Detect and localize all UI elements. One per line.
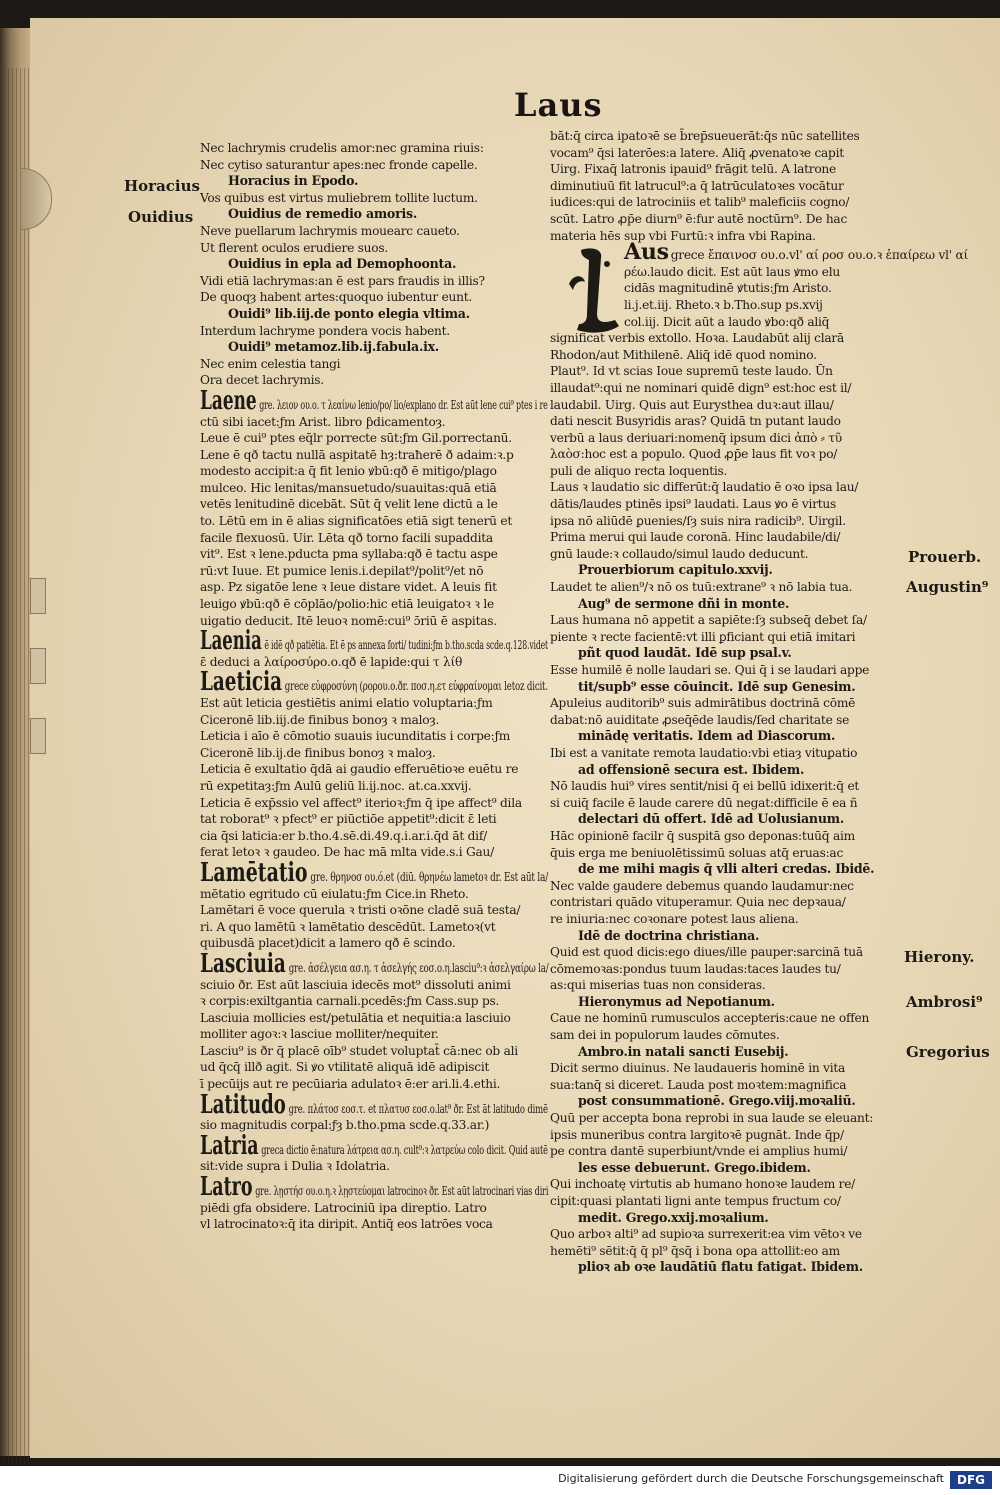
line-text: verbū a laus deriuari:nomenq̄ ipsum dici ἀπὸ ⸗ τῦ bbox=[550, 430, 842, 445]
line-text: grece ἔπαινοσ ου.ο.vl' αί ροσ ου.ο.ꝛ ἐπαίρεω vl' αί bbox=[670, 248, 968, 263]
text-line bbox=[200, 745, 550, 762]
text-line bbox=[200, 530, 550, 547]
text-line bbox=[200, 356, 550, 373]
lemma-headword: Laenia bbox=[200, 626, 262, 657]
footer-credit: Digitalisierung gefördert durch die Deutsche Forschungsgemeinschaft bbox=[558, 1472, 944, 1485]
page-edge-lines bbox=[4, 68, 30, 1468]
line-text: leuigo ꝟbū:qð ē cōplāo/polio:hic etiā leuigatoꝛ ꝛ le bbox=[200, 597, 494, 612]
line-text: gre. λῃστήσ ου.ο.η.ꝛ λῃστεύομαι latrocinoꝛ ðr. Est aūt latrocinari vias diri bbox=[255, 1184, 549, 1199]
line-text: sit:vide supra i Dulia ꝛ Idolatria. bbox=[200, 1159, 390, 1174]
text-line bbox=[550, 878, 906, 895]
text-line bbox=[550, 397, 906, 414]
line-text: as:qui miserias tuas non consideras. bbox=[550, 978, 766, 993]
line-text: λαὸσ:hoc est a populo. Quod ꝓp̄e laus fit voꝛ po/ bbox=[550, 447, 838, 462]
section-heading bbox=[550, 562, 906, 579]
line-text: Leticia ē exultatio q̄dā ai gaudio efferuētioꝛe euētu re bbox=[200, 762, 519, 777]
text-line bbox=[550, 145, 906, 162]
section-heading bbox=[550, 728, 906, 745]
line-text: Ouidius de remedio amoris. bbox=[228, 206, 417, 222]
line-text: gre. ἀσέλγεια ασ.η. τ ἀσελγής εοσ.ο.η.lasciu⁹:ꝛ ἀσελγαίρω la/ bbox=[288, 960, 549, 975]
index-tab bbox=[30, 648, 46, 684]
section-heading bbox=[200, 339, 550, 356]
line-text: Ouidi⁹ lib.iij.de ponto elegia vltima. bbox=[228, 305, 470, 321]
line-text: Leue ē cui⁹ ptes eq̄lr porrecte sūt:ƒm Gil.porrectanū. bbox=[200, 431, 512, 446]
text-line bbox=[550, 1193, 906, 1210]
text-line bbox=[550, 211, 906, 228]
line-text: cipit:quasi plantati ligni ante tempus fructum co/ bbox=[550, 1194, 841, 1208]
text-line bbox=[200, 447, 550, 464]
line-text: Leticia i aīo ē cōmotio suauis iucunditatis i corpe:ƒm bbox=[200, 729, 511, 744]
text-line bbox=[550, 1110, 906, 1127]
text-line bbox=[200, 828, 550, 845]
line-text: Lamētari ē voce querula ꝛ tristi oꝛōne cladē suā testa/ bbox=[200, 903, 521, 918]
line-text: medit. Grego.xxij.moꝛalium. bbox=[578, 1209, 769, 1225]
text-line bbox=[200, 778, 550, 795]
line-text: facile flexuosū. Uir. Lēta qð torno facili supaddita bbox=[200, 530, 493, 545]
text-line bbox=[200, 240, 550, 257]
text-line bbox=[200, 857, 549, 888]
line-text: post consummationē. Grego.viij.moꝛaliū. bbox=[578, 1093, 856, 1109]
line-text: molliter agoꝛ:ꝛ lasciue molliter/nequiter. bbox=[200, 1027, 439, 1042]
line-text: Nec lachrymis crudelis amor:nec gramina riuis: bbox=[200, 141, 484, 155]
line-text: Laus ꝛ laudatio sic differūt:q̄ laudatio ē oꝛo ipsa lau/ bbox=[550, 480, 859, 495]
line-text: asp. Pz sigatōe lene ꝛ leue distare videt. A leuis fit bbox=[200, 580, 497, 595]
text-line bbox=[200, 289, 550, 306]
text-line bbox=[550, 347, 906, 364]
line-text: diminutiuū fit latrucul⁹:a q̄ latrūculatoꝛes vocātur bbox=[550, 178, 844, 193]
line-text: minādę veritatis. Idem ad Diascorum. bbox=[578, 728, 836, 744]
text-line bbox=[550, 695, 906, 712]
line-text: ɛ̄ deduci a λαίροσύρο.ο.qð ē lapide:qui τ λίθ bbox=[200, 654, 463, 669]
lemma-headword: Laeticia bbox=[200, 667, 282, 698]
line-text: gnū laude:ꝛ collaudo/simul laudo deducunt. bbox=[550, 546, 809, 561]
section-heading bbox=[550, 928, 906, 945]
line-text: Esse humilē ē nolle laudari se. Qui q̄ i se laudari appe bbox=[550, 663, 870, 677]
line-text: gre. λειον ου.ο. τ λεαίνω lenio/po/ lio/explano dr. Est aūt lene cui⁹ ptes i re bbox=[259, 397, 548, 412]
text-line bbox=[550, 413, 906, 430]
text-line bbox=[200, 993, 550, 1010]
text-line bbox=[200, 323, 550, 340]
lemma-headword: Aus bbox=[624, 239, 669, 266]
line-text: ipsa nō aliūdē ꝑuenies/ſȝ suis nira radicib⁹. Uirgil. bbox=[550, 513, 846, 528]
line-text: illaudat⁹:qui ne nominari quidē dign⁹ est:hoc est il/ bbox=[550, 380, 852, 395]
line-text: cia q̄si laticia:er b.tho.4.sē.di.49.q.i.ar.i.q̄d āt dif/ bbox=[200, 828, 487, 843]
line-text: rū expetitaȝ:ƒm Aulū geliū li.ij.noc. at.ca.xxvij. bbox=[200, 778, 472, 793]
line-text: Lene ē qð tactu nullā aspitatē hȝ:traħerē ð adaim:ꝛ.p bbox=[200, 447, 514, 462]
text-line bbox=[200, 948, 549, 979]
line-text: De quoqȝ habent artes:quoquo iubentur eunt. bbox=[200, 290, 473, 305]
line-text: de me mihi magis q̄ vlli alteri credas. Ibidē. bbox=[578, 861, 875, 877]
line-text: vit⁹. Est ꝛ lene.pducta pma syllaba:qð ē tactu aspe bbox=[200, 547, 498, 562]
section-heading bbox=[200, 206, 550, 223]
text-line bbox=[200, 563, 550, 580]
text-line bbox=[624, 239, 968, 266]
line-text: Vidi etiā lachrymas:an ē est pars fraudis in illis? bbox=[200, 273, 485, 288]
index-tab bbox=[30, 578, 46, 614]
lemma-headword: Laene bbox=[200, 385, 257, 416]
line-text: Dicit sermo diuinus. Ne laudaueris hominē in vita bbox=[550, 1061, 846, 1076]
text-line bbox=[200, 811, 550, 828]
line-text: Nō laudis hui⁹ vires sentit/nisi q̄ ei bellū idixerit:q̄ et bbox=[550, 779, 860, 794]
line-text: Lasciu⁹ is ðr q̄ placē oīb⁹ studet voluptat̄ cā:nec ob ali bbox=[200, 1043, 518, 1058]
text-line bbox=[550, 712, 906, 729]
running-head: Laus bbox=[514, 86, 603, 124]
line-text: to. Lētū em in ē alias significatōes etiā sigt tenerū et bbox=[200, 514, 512, 529]
text-line bbox=[550, 380, 906, 397]
text-line bbox=[200, 223, 550, 240]
line-text: li.j.et.iij. Rheto.ꝛ b.Tho.sup ps.xvij bbox=[624, 297, 823, 312]
text-line bbox=[550, 795, 906, 812]
line-text: ē idē qð patiētia. Et ē ps annexa forti/ tudini:ƒm b.tho.scda scde.q.128.videt bbox=[264, 638, 549, 653]
text-line bbox=[550, 1077, 906, 1094]
line-text: Ut flerent oculos erudiere suos. bbox=[200, 240, 388, 255]
text-line bbox=[200, 1200, 550, 1217]
dfg-logo: DFG bbox=[950, 1471, 992, 1489]
line-text: grece εὐφροσύνη (ρορου.ο.ðr. ποσ.η.ετ εὐφραίνομαι letoz dicit. bbox=[284, 679, 548, 694]
text-line bbox=[550, 745, 906, 762]
line-text: vl latrocinatoꝛ:q̄ ita diripit. Antiq̄ eos latrōes voca bbox=[200, 1217, 493, 1232]
footer-bar bbox=[0, 1466, 1000, 1495]
text-line bbox=[550, 529, 906, 546]
text-line bbox=[200, 480, 550, 497]
line-text: dabat:nō auiditate ꝓseq̄ēde laudis/ſed charitate se bbox=[550, 712, 850, 727]
line-text: pe contra dantē superbiunt/vnde ei amplius humi/ bbox=[550, 1144, 848, 1159]
text-line bbox=[200, 902, 550, 919]
line-text: significat verbis extollo. Hoꝛa. Laudabūt alij clarā bbox=[550, 331, 844, 346]
section-heading bbox=[550, 1044, 906, 1061]
text-line bbox=[200, 596, 550, 613]
line-text: Neve puellarum lachrymis mouearc caueto. bbox=[200, 223, 460, 238]
line-text: si cuiq̄ facile ē laude carere dū negat:difficile ē ea ñ bbox=[550, 795, 858, 810]
lemma-headword: Latro bbox=[200, 1172, 253, 1203]
line-text: Horacius in Epodo. bbox=[228, 173, 359, 189]
text-line bbox=[200, 414, 550, 431]
text-line bbox=[200, 157, 550, 174]
line-text: materia hēs sup vbi Furtū:ꝛ infra vbi Rapina. bbox=[550, 228, 816, 243]
text-line bbox=[200, 1172, 549, 1203]
line-text: Quid est quod dicis:ego diues/ille pauper:sarcinā tuā bbox=[550, 945, 863, 960]
line-text: delectari dū offert. Idē ad Uolusianum. bbox=[578, 811, 844, 827]
line-text: vetēs lenitudinē dicebāt. Sūt q̄ velit lene dictū a le bbox=[200, 497, 498, 512]
line-text: puli de aliquo recta loquentis. bbox=[550, 463, 728, 478]
text-line bbox=[550, 845, 906, 862]
line-text: plioꝛ ab oꝛe laudātiū flatu fatigat. Ibidem. bbox=[578, 1259, 863, 1275]
text-line bbox=[200, 140, 550, 157]
line-text: sua:tanq̄ si diceret. Lauda post moꝛtem:magnifica bbox=[550, 1077, 847, 1092]
text-line bbox=[200, 190, 550, 207]
line-text: Idē de doctrina christiana. bbox=[578, 927, 760, 943]
line-text: Ora decet lachrymis. bbox=[200, 373, 324, 388]
line-text: Nec cytiso saturantur apes:nec fronde capelle. bbox=[200, 157, 478, 172]
line-text: les esse debuerunt. Grego.ibidem. bbox=[578, 1159, 811, 1175]
line-text: pñt quod laudāt. Idē sup psal.v. bbox=[578, 645, 792, 661]
line-text: Uirg. Fixaq̄ latronis ipauid⁹ frāgit telū. A latrone bbox=[550, 162, 836, 177]
section-heading bbox=[200, 173, 550, 190]
text-line bbox=[200, 761, 550, 778]
text-line bbox=[550, 1176, 906, 1193]
line-text: q̄uis erga me beniuolētissimū soluas atq̄ eruas:ac bbox=[550, 845, 844, 860]
line-text: Rhodon/aut Mithilenē. Aliq̄ idē quod nomino. bbox=[550, 347, 817, 362]
text-line bbox=[550, 828, 906, 845]
text-line bbox=[200, 886, 550, 903]
margin-note-right: Ambrosi⁹ bbox=[906, 993, 983, 1011]
text-line bbox=[550, 546, 906, 563]
section-heading bbox=[550, 1160, 906, 1177]
line-text: scūt. Latro ꝓp̄e diurn⁹ ē:fur autē noctūrn⁹. De hac bbox=[550, 211, 848, 226]
line-text: tat roborat⁹ ꝛ pfect⁹ er piūctiōe appetit⁹:dicit ɛ̄ leti bbox=[200, 812, 497, 827]
text-line bbox=[550, 479, 906, 496]
text-line bbox=[200, 579, 550, 596]
line-text: quibusdā placet)dicit a lamero qð ē scindo. bbox=[200, 936, 456, 951]
text-line bbox=[550, 446, 906, 463]
line-text: Ciceronē lib.iij.de finibus bonoȝ ꝛ maloȝ. bbox=[200, 712, 440, 727]
text-line bbox=[200, 1010, 550, 1027]
text-line bbox=[550, 128, 906, 145]
text-line bbox=[200, 1043, 550, 1060]
text-line bbox=[200, 1026, 550, 1043]
text-line bbox=[550, 1060, 906, 1077]
text-line bbox=[550, 1243, 906, 1260]
text-line bbox=[550, 1127, 906, 1144]
text-line bbox=[550, 977, 906, 994]
margin-note-right: Hierony. bbox=[904, 948, 975, 966]
line-text: Nec valde gaudere debemus quando laudamur:nec bbox=[550, 878, 854, 893]
line-text: Vos quibus est virtus muliebrem tollite luctum. bbox=[200, 190, 478, 205]
line-text: Ouidi⁹ metamoz.lib.ij.fabula.ix. bbox=[228, 339, 440, 355]
line-text: bāt:q̄ circa ipatoꝛē se b̄rep̄sueuerāt:q̄s nūc satellites bbox=[550, 129, 860, 143]
text-line bbox=[550, 194, 906, 211]
text-line bbox=[200, 430, 550, 447]
line-text: Laudet te alien⁹/ꝛ nō os tuū:extrane⁹ ꝛ nō labia tua. bbox=[550, 580, 853, 595]
line-text: Caue ne hominū rumusculos accepteris:caue ne offen bbox=[550, 1011, 870, 1026]
line-text: Ambro.in natali sancti Eusebij. bbox=[578, 1043, 789, 1059]
line-text: mētatio egritudo cū eiulatu:ƒm Cice.in Rheto. bbox=[200, 886, 469, 901]
left-text-column bbox=[200, 140, 550, 1233]
line-text: ρέω.laudo dicit. Est aūt laus ꝟmo elu bbox=[624, 264, 840, 279]
line-text: gre. πλάτοσ εοσ.τ. et πλατυσ εοσ.ο.lat⁹ ðr. Est āt latitudo dimē bbox=[288, 1101, 548, 1116]
margin-note-left: Ouidius bbox=[128, 208, 194, 226]
text-line bbox=[550, 161, 906, 178]
section-heading bbox=[550, 1093, 906, 1110]
text-line bbox=[550, 778, 906, 795]
line-text: Hieronymus ad Nepotianum. bbox=[578, 993, 775, 1009]
text-line bbox=[550, 1027, 906, 1044]
text-line bbox=[550, 496, 906, 513]
line-text: ad offensionē secura est. Ibidem. bbox=[578, 761, 805, 777]
text-line bbox=[550, 1143, 906, 1160]
lemma-headword: Lasciuia bbox=[200, 948, 286, 979]
index-tab bbox=[30, 718, 46, 754]
line-text: hemēti⁹ sētit:q̄ q̄ pl⁹ q̄sq̄ i bona oꝑa attollit:eo am bbox=[550, 1243, 840, 1258]
line-text: Ibi est a vanitate remota laudatio:vbi etiaȝ vituꝑatio bbox=[550, 745, 858, 760]
line-text: ferat letoꝛ ꝛ gaudeo. De hac mā mlta vide.s.i Gau/ bbox=[200, 845, 494, 860]
text-line bbox=[550, 662, 906, 679]
text-line bbox=[550, 961, 906, 978]
margin-note-right: Prouerb. bbox=[908, 548, 982, 566]
section-heading bbox=[550, 811, 906, 828]
section-heading bbox=[550, 679, 906, 696]
text-line bbox=[550, 178, 906, 195]
text-line bbox=[200, 1158, 550, 1175]
line-text: Ouidius in epla ad Demophoonta. bbox=[228, 256, 457, 272]
line-text: cidās magnitudinē ꝟtutis:ƒm Aristo. bbox=[624, 281, 832, 296]
line-text: Nec enim celestia tangi bbox=[200, 356, 341, 371]
text-line bbox=[200, 795, 550, 812]
text-line bbox=[200, 385, 548, 416]
text-line bbox=[200, 1216, 550, 1233]
line-text: ud q̄cq̄ illð agit. Si ꝟo vtilitatē aliquā idē adipiscit bbox=[200, 1060, 490, 1075]
section-heading bbox=[550, 861, 906, 878]
section-heading bbox=[550, 1210, 906, 1227]
lemma-headword: Latria bbox=[200, 1130, 259, 1161]
line-text: mulceo. Hic lenitas/mansuetudo/suauitas:quā etiā bbox=[200, 480, 497, 495]
section-heading bbox=[550, 762, 906, 779]
line-text: Prouerbiorum capitulo.xxvij. bbox=[578, 562, 773, 578]
line-text: ctū sibi iacet:ƒm Arist. libro ƥdicamentoȝ. bbox=[200, 414, 446, 429]
text-line bbox=[200, 1130, 548, 1161]
text-line bbox=[550, 894, 906, 911]
line-text: greca dictio ē:natura λάτρεια ασ.η. cult⁹:ꝛ λατρεύω colo dicit. Quid autē bbox=[261, 1142, 548, 1157]
text-line bbox=[200, 1059, 550, 1076]
line-text: cōmemoꝛas:pondus tuum laudas:taces laudes tu/ bbox=[550, 961, 841, 976]
line-text: laudabil. Uirg. Quis aut Eurysthea duꝛ:aut illau/ bbox=[550, 397, 834, 412]
text-line bbox=[550, 944, 906, 961]
text-line bbox=[624, 264, 906, 281]
line-text: sam dei in populorum laudes cōmutes. bbox=[550, 1028, 780, 1043]
line-text: rū:vt Iuue. Et pumice lenis.i.depilat⁹/polit⁹/et nō bbox=[200, 563, 484, 578]
line-text: sio magnitudis corpal:ƒȝ b.tho.pma scde.q.33.ar.) bbox=[200, 1118, 490, 1133]
line-text: Apuleius auditorib⁹ suis admirātibus doctrinā cōmē bbox=[550, 696, 856, 711]
text-line bbox=[200, 712, 550, 729]
section-heading bbox=[550, 1259, 906, 1276]
text-line bbox=[200, 546, 550, 563]
text-line bbox=[550, 363, 906, 380]
line-text: Plaut⁹. Id vt scias Ioue supremū teste laudo. Ūn bbox=[550, 364, 833, 379]
line-text: ꝛ corpis:exiltgantia carnali.pcedēs:ƒm Cass.sup ps. bbox=[200, 994, 500, 1009]
line-text: sciuio ðr. Est aūt lasciuia idecēs mot⁹ dissoluti animi bbox=[200, 977, 511, 992]
line-text: re iniuria:nec coꝛonare potest laus aliena. bbox=[550, 911, 799, 926]
line-text: iudices:qui de latrociniis et talib⁹ maleficiis cogno/ bbox=[550, 195, 850, 210]
margin-note-left: Horacius bbox=[124, 177, 200, 195]
text-line bbox=[200, 728, 550, 745]
section-heading bbox=[200, 256, 550, 273]
line-text: col.iij. Dicit aūt a laudo ꝟbo:qð aliq̄ bbox=[624, 314, 830, 329]
line-text: piēdi gfa obsidere. Latrociniū ipa direptio. Latro bbox=[200, 1200, 487, 1215]
text-line bbox=[624, 280, 906, 297]
text-line bbox=[200, 1089, 548, 1120]
line-text: Lasciuia mollicies est/petulātia et nequitia:a lasciuio bbox=[200, 1010, 511, 1025]
section-heading bbox=[550, 645, 906, 662]
line-text: dati nescit Busyridis aras? Quidā tn putant laudo bbox=[550, 414, 841, 429]
line-text: modesto accipit:a q̄ fit lenio ꝟbū:qð ē mitigo/plago bbox=[200, 464, 497, 479]
line-text: ī pecūijs aut re pecūiaria adulatoꝛ ē:er ari.li.4.ethi. bbox=[200, 1077, 501, 1092]
text-line bbox=[200, 626, 549, 657]
section-heading bbox=[550, 994, 906, 1011]
line-text: Leticia ē exp̄ssio vel affect⁹ iterioꝛ:ƒm q̄ ipe affect⁹ dila bbox=[200, 795, 522, 810]
section-heading bbox=[550, 596, 906, 613]
text-line bbox=[200, 695, 550, 712]
text-line bbox=[200, 496, 550, 513]
text-line bbox=[624, 297, 906, 314]
line-text: Quū per accepta bona reprobi in sua laude se eleuant: bbox=[550, 1111, 874, 1126]
text-line bbox=[550, 612, 906, 629]
line-text: Ciceronē lib.ij.de finibus bonoȝ ꝛ maloȝ. bbox=[200, 745, 436, 760]
line-text: contristari quādo vituperamur. Quia nec depꝛaua/ bbox=[550, 895, 846, 910]
line-text: Hāc opinionē facilr q̄ suspitā gso deponas:tuūq̄ aim bbox=[550, 828, 855, 843]
text-line bbox=[550, 579, 906, 596]
text-line bbox=[550, 463, 906, 480]
line-text: vocam⁹ q̄si laterōes:a latere. Aliq̄ ꝓvenatoꝛe capit bbox=[550, 145, 844, 160]
line-text: Quo arboꝛ alti⁹ ad supioꝛa surrexerit:ea vim vētoꝛ ve bbox=[550, 1227, 862, 1242]
text-line bbox=[550, 330, 906, 347]
text-line bbox=[200, 463, 550, 480]
book-page-edges bbox=[0, 28, 34, 1456]
text-line bbox=[550, 513, 906, 530]
section-heading bbox=[200, 306, 550, 323]
text-line bbox=[550, 228, 906, 245]
lemma-headword: Latitudo bbox=[200, 1089, 286, 1120]
text-line bbox=[200, 977, 550, 994]
text-line bbox=[550, 430, 906, 447]
line-text: dātis/laudes ptinēs ipsi⁹ laudati. Laus ꝟo ē virtus bbox=[550, 497, 837, 512]
line-text: Prima merui qui laude coronā. Hinc laudabile/di/ bbox=[550, 530, 841, 545]
margin-note-right: Augustin⁹ bbox=[906, 578, 989, 596]
line-text: Aug⁹ de sermone dñi in monte. bbox=[578, 595, 790, 611]
line-text: tit/supb⁹ esse cōuincit. Idē sup Genesim. bbox=[578, 678, 856, 694]
line-text: Qui inchoatę virtutis ab humano honoꝛe laudem re/ bbox=[550, 1177, 856, 1192]
line-text: Interdum lachryme pondera vocis habent. bbox=[200, 323, 450, 338]
text-line bbox=[550, 1010, 906, 1027]
margin-note-right: Gregorius bbox=[906, 1043, 990, 1061]
line-text: uigatio deducit. Itē leuoꝛ nomē:cui⁹ ɔ̄riū ē aspitas. bbox=[200, 613, 497, 628]
text-line bbox=[624, 314, 906, 331]
line-text: gre. θρηνοσ ου.ό.et (diū. θρηνέω lametoꝛ dr. Est aūt la/ bbox=[310, 869, 549, 884]
text-line bbox=[200, 919, 550, 936]
line-text: Est aūt leticia gestiētis animi elatio voluptaria:ƒm bbox=[200, 696, 493, 710]
text-line bbox=[550, 629, 906, 646]
text-line bbox=[200, 513, 550, 530]
text-line bbox=[550, 1226, 906, 1243]
line-text: ipsis muneribus contra largitoꝛē pugnāt. Inde q̄p/ bbox=[550, 1127, 844, 1142]
text-line bbox=[200, 667, 548, 698]
line-text: piente ꝛ recte facientē:vt illi ꝑficiant qui etiā imitari bbox=[550, 629, 856, 644]
text-line bbox=[200, 273, 550, 290]
lemma-headword: Lamētatio bbox=[200, 857, 308, 888]
line-text: ri. A quo lamētū ꝛ lamētatio descēdūt. Lametoꝛ(vt bbox=[200, 919, 496, 934]
text-line bbox=[550, 911, 906, 928]
line-text: Laus humana nō appetit a sapiēte:ſȝ subseq̄ debet ſa/ bbox=[550, 613, 867, 628]
